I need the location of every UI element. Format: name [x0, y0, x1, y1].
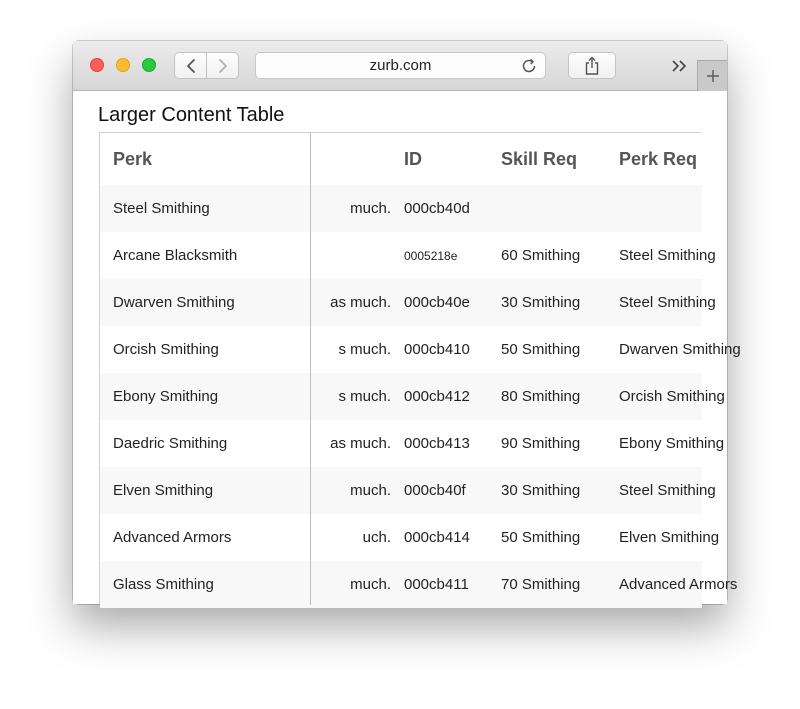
perk-req-cell: Steel Smithing	[619, 294, 716, 311]
perk-cell: Daedric Smithing	[100, 420, 310, 467]
header-id: ID	[404, 148, 422, 169]
skill-req-cell: 30 Smithing	[501, 482, 581, 499]
back-button[interactable]	[174, 52, 207, 79]
reload-icon[interactable]	[520, 57, 538, 75]
page-content	[73, 91, 741, 604]
skill-req-cell: 60 Smithing	[501, 247, 581, 264]
id-cell: 000cb40e	[404, 294, 470, 311]
perk-req-cell: Advanced Armors	[619, 576, 738, 593]
description-cell: much.	[350, 576, 391, 593]
skill-req-cell: 90 Smithing	[501, 435, 581, 452]
url-text: zurb.com	[369, 57, 432, 74]
perk-req-cell: Dwarven Smithing	[619, 341, 741, 358]
id-cell: 000cb413	[404, 435, 470, 452]
id-cell: 000cb410	[404, 341, 470, 358]
header-perk-req: Perk Req	[619, 148, 698, 169]
skill-req-cell: 50 Smithing	[501, 341, 581, 358]
perk-cell: Elven Smithing	[100, 467, 310, 514]
skill-req-cell: 50 Smithing	[501, 529, 581, 546]
description-cell: s much.	[338, 341, 391, 358]
skill-req-cell: 70 Smithing	[501, 576, 581, 593]
perk-cell: Steel Smithing	[100, 185, 310, 232]
id-cell: 000cb40d	[404, 200, 470, 217]
close-window-button[interactable]	[90, 58, 104, 72]
perk-cell: Arcane Blacksmith	[100, 232, 310, 279]
double-chevron-icon[interactable]	[670, 58, 690, 74]
perk-cell: Glass Smithing	[100, 561, 310, 608]
plus-icon	[705, 68, 721, 84]
perk-req-cell: Steel Smithing	[619, 482, 716, 499]
pinned-perk-column	[100, 133, 311, 605]
perk-req-cell: Orcish Smithing	[619, 388, 725, 405]
address-bar[interactable]	[255, 52, 546, 79]
perk-req-cell: Ebony Smithing	[619, 435, 725, 452]
chevron-left-icon	[185, 58, 197, 74]
zoom-window-button[interactable]	[142, 58, 156, 72]
chevron-right-icon	[217, 58, 229, 74]
page-title: Larger Content Table	[98, 104, 285, 126]
browser-toolbar	[73, 41, 727, 91]
forward-button[interactable]	[206, 52, 239, 79]
skill-req-cell: 30 Smithing	[501, 294, 581, 311]
description-cell	[311, 232, 391, 279]
header-description	[311, 133, 391, 185]
browser-window	[73, 41, 741, 604]
perk-req-cell: Elven Smithing	[619, 529, 720, 546]
header-skill-req: Skill Req	[501, 148, 578, 169]
id-cell: 0005218e	[404, 248, 458, 263]
share-icon	[584, 56, 600, 76]
share-button[interactable]	[568, 52, 616, 79]
id-cell: 000cb414	[404, 529, 470, 546]
description-cell: as much.	[330, 435, 391, 452]
minimize-window-button[interactable]	[116, 58, 130, 72]
header-perk: Perk	[100, 133, 310, 185]
perk-cell: Dwarven Smithing	[100, 279, 310, 326]
description-cell: uch.	[362, 529, 391, 546]
skill-req-cell: 80 Smithing	[501, 388, 581, 405]
perk-cell: Advanced Armors	[100, 514, 310, 561]
perk-req-cell: Steel Smithing	[619, 247, 716, 264]
scrollable-table[interactable]	[99, 132, 741, 604]
description-cell: s much.	[338, 388, 391, 405]
perk-cell: Orcish Smithing	[100, 326, 310, 373]
id-cell: 000cb40f	[404, 482, 466, 499]
description-cell: as much.	[330, 294, 391, 311]
new-tab-button[interactable]	[697, 60, 727, 91]
description-cell: much.	[350, 482, 391, 499]
description-cell: much.	[350, 200, 391, 217]
perk-cell: Ebony Smithing	[100, 373, 310, 420]
id-cell: 000cb412	[404, 388, 470, 405]
id-cell: 000cb411	[404, 576, 469, 593]
